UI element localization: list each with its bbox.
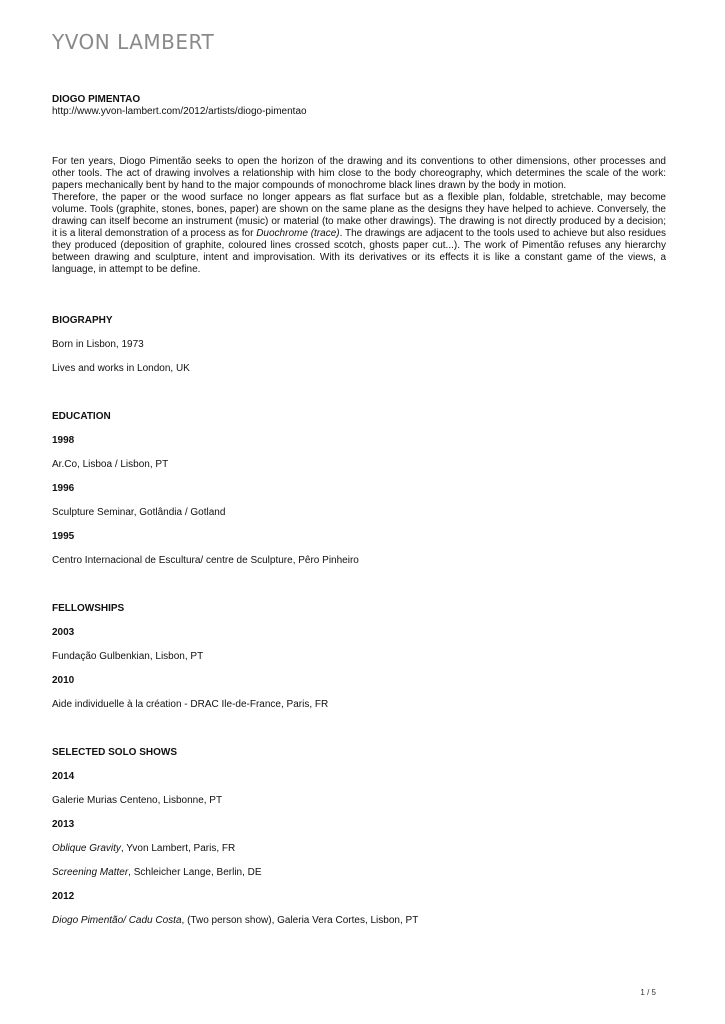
show-entry	[52, 867, 666, 879]
residence-info: Lives and works in London, UK	[52, 363, 190, 374]
solo-shows-section	[52, 747, 666, 927]
year-label: 1995	[52, 531, 75, 542]
year-label: 2014	[52, 771, 75, 782]
fellowships-section	[52, 603, 666, 711]
education-entry: Sculpture Seminar, Gotlândia / Gotland	[52, 507, 226, 518]
section-heading-solo-shows: SELECTED SOLO SHOWS	[52, 747, 178, 758]
show-title: Oblique Gravity	[52, 843, 121, 854]
year-label: 1996	[52, 483, 75, 494]
section-heading-fellowships: FELLOWSHIPS	[52, 603, 125, 614]
document-body	[52, 94, 666, 927]
gallery-logo: YVON LAMBERT	[52, 30, 215, 54]
artwork-title: Duochrome (trace)	[256, 228, 340, 239]
statement-text: Therefore, the paper or the wood surface no longer appears as flat surface but as a flexible plan, foldable, stretchable, may become volume. Tools (graphite, stones, bones, paper) are shown on the same plane as the designs they have helped to achieve. Conversely, the drawing can itself become an instrument (music) or material (to make other drawings). The drawing is not directly produced by a decision; it is a literal demonstration of a process as for	[52, 192, 666, 239]
fellowship-entry: Aide individuelle à la création - DRAC Ile-de-France, Paris, FR	[52, 699, 329, 710]
show-venue: , Schleicher Lange, Berlin, DE	[128, 867, 262, 878]
show-title: Screening Matter	[52, 867, 129, 878]
page-number: 1 / 5	[640, 988, 656, 997]
statement-text: . The drawings are adjacent to the tools used to achieve but also residues they produced (deposition of graphite, coloured lines crossed scotch, ghosts paper cut...). The work of Pimentão refuses any hierarchy between drawing and sculpture, intent and improvisation. With its derivatives or its effects it is like a constant game of the views, a language, in attempt to be define.	[52, 228, 667, 275]
statement-paragraph-1: For ten years, Diogo Pimentão seeks to open the horizon of the drawing and its conventions to other dimensions, other processes and other tools. The act of drawing involves a relationship with him close to the body choreography, which determines the scale of the work: papers mechanically bent by hand to the major compounds of monochrome black lines drawn by the body in motion.	[52, 156, 666, 191]
year-label: 2012	[52, 891, 75, 902]
year-label: 1998	[52, 435, 75, 446]
artist-statement	[52, 156, 666, 276]
education-section	[52, 411, 666, 567]
show-entry	[52, 843, 666, 855]
section-heading-education: EDUCATION	[52, 411, 111, 422]
section-heading-biography: BIOGRAPHY	[52, 315, 113, 326]
education-entry: Ar.Co, Lisboa / Lisbon, PT	[52, 459, 169, 470]
show-entry: Galerie Murias Centeno, Lisbonne, PT	[52, 795, 223, 806]
education-entry: Centro Internacional de Escultura/ centre de Sculpture, Pêro Pinheiro	[52, 555, 359, 566]
biography-section	[52, 315, 666, 375]
statement-paragraph-2	[52, 192, 666, 276]
show-entry	[52, 915, 666, 927]
show-venue: , Yvon Lambert, Paris, FR	[120, 843, 236, 854]
year-label: 2010	[52, 675, 75, 686]
artist-name: DIOGO PIMENTAO	[52, 94, 141, 105]
show-title: Diogo Pimentão/ Cadu Costa	[52, 915, 182, 926]
show-venue: , (Two person show), Galeria Vera Cortes, Lisbon, PT	[181, 915, 419, 926]
fellowship-entry: Fundação Gulbenkian, Lisbon, PT	[52, 651, 204, 662]
birth-info: Born in Lisbon, 1973	[52, 339, 144, 350]
year-label: 2003	[52, 627, 75, 638]
artist-url-link[interactable]: http://www.yvon-lambert.com/2012/artists/diogo-pimentao	[52, 106, 307, 117]
year-label: 2013	[52, 819, 75, 830]
